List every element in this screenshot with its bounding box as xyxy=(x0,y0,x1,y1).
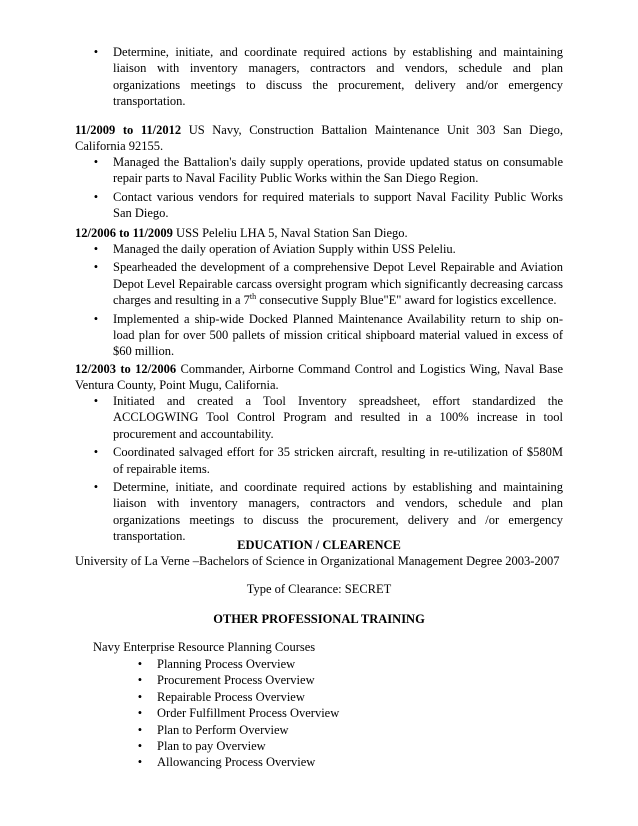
job-header xyxy=(75,122,563,155)
course-label: Procurement Process Overview xyxy=(157,673,315,688)
bullet-text: Coordinated salvaged effort for 35 stricken aircraft, resulting in re-utilization of $580M of repairable items. xyxy=(113,445,563,476)
course-item xyxy=(137,689,457,705)
bullet-icon: • xyxy=(93,189,99,204)
list-item xyxy=(93,479,563,545)
bullet-text xyxy=(113,260,563,307)
job-bullet-list xyxy=(93,154,563,224)
job-bullet-list xyxy=(93,393,563,547)
clearance-text: Type of Clearance: SECRET xyxy=(246,582,392,596)
job-bullet-list xyxy=(93,241,563,362)
job-header xyxy=(75,361,563,394)
job-dates: 12/2006 to 11/2009 xyxy=(75,226,173,240)
bullet-text: Contact various vendors for required materials to support Naval Facility Public Works San Diego. xyxy=(113,189,563,221)
course-item xyxy=(137,738,457,754)
top-bullet-list xyxy=(93,44,563,112)
bullet-icon: • xyxy=(93,242,99,256)
course-item xyxy=(137,656,457,672)
bullet-text: Initiated and created a Tool Inventory spreadsheet, effort standardized the ACCLOGWING Tool Control Program and resulted in a 100% increase in tool procurement and accountability. xyxy=(113,394,563,441)
list-item xyxy=(93,44,563,110)
bullet-icon: • xyxy=(137,706,143,721)
job-title: Commander, Airborne Command Control and Logistics Wing, Naval Base Ventura County, Point Mugu, California. xyxy=(75,362,564,393)
bullet-icon: • xyxy=(93,155,99,169)
ordinal-suffix: th xyxy=(249,292,257,302)
job-title: USS Peleliu LHA 5, Naval Station San Diego. xyxy=(172,226,408,240)
list-item xyxy=(93,393,563,442)
bullet-icon: • xyxy=(93,260,99,275)
bullet-icon: • xyxy=(137,755,143,770)
bullet-icon: • xyxy=(93,311,99,326)
course-label: Planning Process Overview xyxy=(157,657,296,671)
list-item xyxy=(93,241,563,257)
course-label: Plan to Perform Overview xyxy=(157,722,289,737)
bullet-text: Determine, initiate, and coordinate required actions by establishing and maintaining liaison with inventory managers, contractors and vendors, schedule and plan organizations meetings to discuss the procurement, delivery and /or emergency transportation. xyxy=(113,480,563,544)
course-label: Plan to pay Overview xyxy=(157,739,266,754)
bullet-icon: • xyxy=(93,445,99,460)
job-dates: 12/2003 to 12/2006 xyxy=(75,362,177,376)
bullet-icon: • xyxy=(137,673,143,688)
education-heading: EDUCATION / CLEARENCE xyxy=(237,538,401,552)
training-program: Navy Enterprise Resource Planning Courses xyxy=(93,640,316,654)
list-item xyxy=(93,259,563,308)
job-dates: 11/2009 to 11/2012 xyxy=(75,123,182,137)
bullet-icon: • xyxy=(93,480,99,495)
bullet-text-main: Spearheaded the development of a comprehensive Depot Level Repairable and Aviation Depot Level Repairable carcass oversight program which significantly decreasing carcass charges and resulting in a 7 xyxy=(113,260,563,308)
course-label: Order Fulfillment Process Overview xyxy=(157,706,340,721)
bullet-icon: • xyxy=(137,739,143,754)
bullet-icon: • xyxy=(93,394,99,408)
list-item xyxy=(93,311,563,360)
bullet-text: Determine, initiate, and coordinate required actions by establishing and maintaining liaison with inventory managers, contractors and vendors, schedule and plan organizations meetings to discuss the procurement, delivery and/or emergency transportation. xyxy=(113,45,563,109)
bullet-text-tail: consecutive Supply Blue"E" award for logistics excellence. xyxy=(256,293,557,308)
list-item xyxy=(93,189,563,222)
bullet-text: Managed the daily operation of Aviation Supply within USS Peleliu. xyxy=(113,242,456,256)
education-degree: University of La Verne –Bachelors of Science in Organizational Management Degree 2003-2007 xyxy=(75,554,560,568)
course-label: Allowancing Process Overview xyxy=(157,755,316,770)
job-header xyxy=(75,225,563,241)
bullet-text: Managed the Battalion's daily supply operations, provide updated status on consumable repair parts to Naval Facility Public Works within the San Diego Region. xyxy=(113,155,563,186)
course-item xyxy=(137,705,457,721)
list-item xyxy=(93,154,563,187)
bullet-icon: • xyxy=(137,722,143,737)
bullet-icon: • xyxy=(137,689,143,704)
training-course-list xyxy=(137,656,457,771)
bullet-text: Implemented a ship-wide Docked Planned Maintenance Availability return to ship on-load plan for over 500 pallets of mission critical shipboard material valued in excess of $60 million. xyxy=(113,311,563,359)
list-item xyxy=(93,444,563,477)
course-item xyxy=(137,754,457,770)
course-label: Repairable Process Overview xyxy=(157,689,305,704)
job-title: US Navy, Construction Battalion Maintenance Unit 303 San Diego, California 92155. xyxy=(75,123,563,154)
training-heading: OTHER PROFESSIONAL TRAINING xyxy=(213,612,425,626)
course-item xyxy=(137,672,457,688)
bullet-icon: • xyxy=(93,45,99,59)
course-item xyxy=(137,722,457,738)
bullet-icon: • xyxy=(137,657,143,671)
